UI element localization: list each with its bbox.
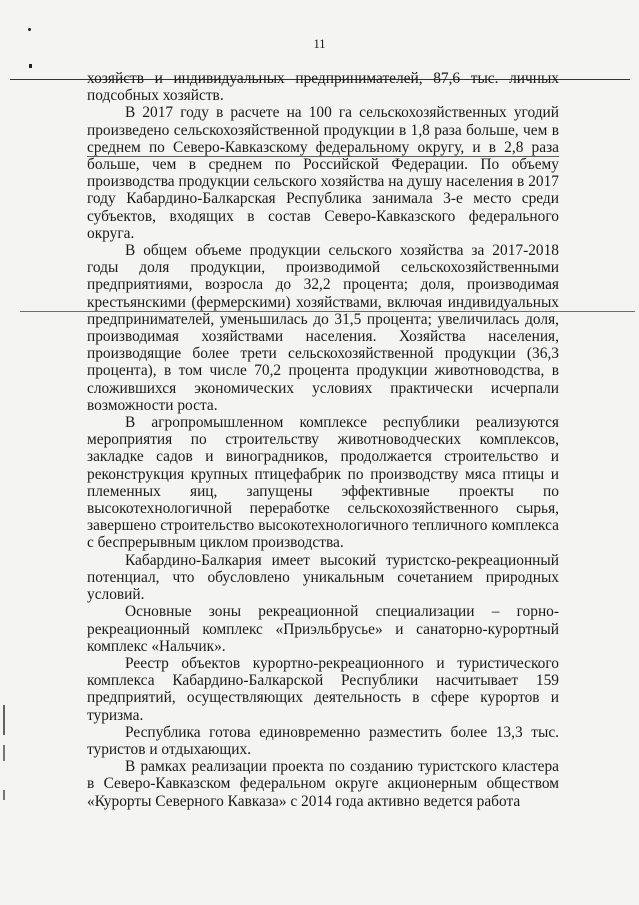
scan-mark bbox=[29, 64, 32, 68]
page-number: 11 bbox=[313, 37, 326, 51]
paragraph: Основные зоны рекреационной специализации – горно-рекреационный комплекс «Приэльбрусье» и санаторно-курортный комплекс «Нальчик». bbox=[87, 603, 559, 655]
paragraph: В агропромышленном комплексе республики реализуются мероприятия по строительству животноводческих комплексов, закладке садов и виноградников, продолжается строительство и реконструкция крупных птицефабрик по производству мяса птицы и племенных яиц, запущены эффективные проекты по высокотехнологичной переработке сельскохозяйственного сырья, завершено строительство высокотехнологичного тепличного комплекса с беспрерывным циклом производства. bbox=[87, 414, 559, 552]
scan-mark bbox=[28, 28, 31, 31]
scan-mark bbox=[3, 705, 5, 735]
paragraph: хозяйств и индивидуальных предпринимателей, 87,6 тыс. личных подсобных хозяйств. bbox=[87, 70, 559, 105]
paragraph: В общем объеме продукции сельского хозяйства за 2017-2018 годы доля продукции, производимой сельскохозяйственными предприятиями, возросла до 32,2 процента; доля, производимая крестьянскими (фермерскими) хозяйствами, включая индивидуальных предпринимателей, уменьшилась до 31,5 процента; увеличилась доля, производимая хозяйствами населения. Хозяйства населения, производящие более трети сельскохозяйственной продукции (36,3 процента), в том числе 70,2 процента продукции животноводства, в сложившихся экономических условиях практически исчерпали возможности роста. bbox=[87, 242, 559, 414]
paragraph: Реестр объектов курортно-рекреационного и туристического комплекса Кабардино-Балкарской Республики насчитывает 159 предприятий, осуществляющих деятельность в сфере курортов и туризма. bbox=[87, 654, 559, 724]
paragraph: Республика готова единовременно разместить более 13,3 тыс. туристов и отдыхающих. bbox=[87, 723, 559, 758]
paragraph: В рамках реализации проекта по созданию туристского кластера в Северо-Кавказском федеральном округе акционерным обществом «Курорты Северного Кавказа» с 2014 года активно ведется работа bbox=[87, 758, 559, 810]
scan-mark bbox=[3, 790, 5, 800]
paragraph: Кабардино-Балкария имеет высокий туристско-рекреационный потенциал, что обусловлено уникальным сочетанием природных условий. bbox=[87, 551, 559, 604]
paragraph: В 2017 году в расчете на 100 га сельскохозяйственных угодий произведено сельскохозяйственной продукции в 1,8 раза больше, чем в среднем по Северо-Кавказскому федеральному округу, и в 2,8 раза больше, чем в среднем по Российской Федерации. По объему производства продукции сельского хозяйства на душу населения в 2017 году Кабардино-Балкарская Республика занимала 3-е место среди субъектов, входящих в состав Северо-Кавказского федерального округа. bbox=[87, 104, 559, 242]
scan-mark bbox=[3, 745, 5, 761]
document-body bbox=[87, 70, 559, 810]
